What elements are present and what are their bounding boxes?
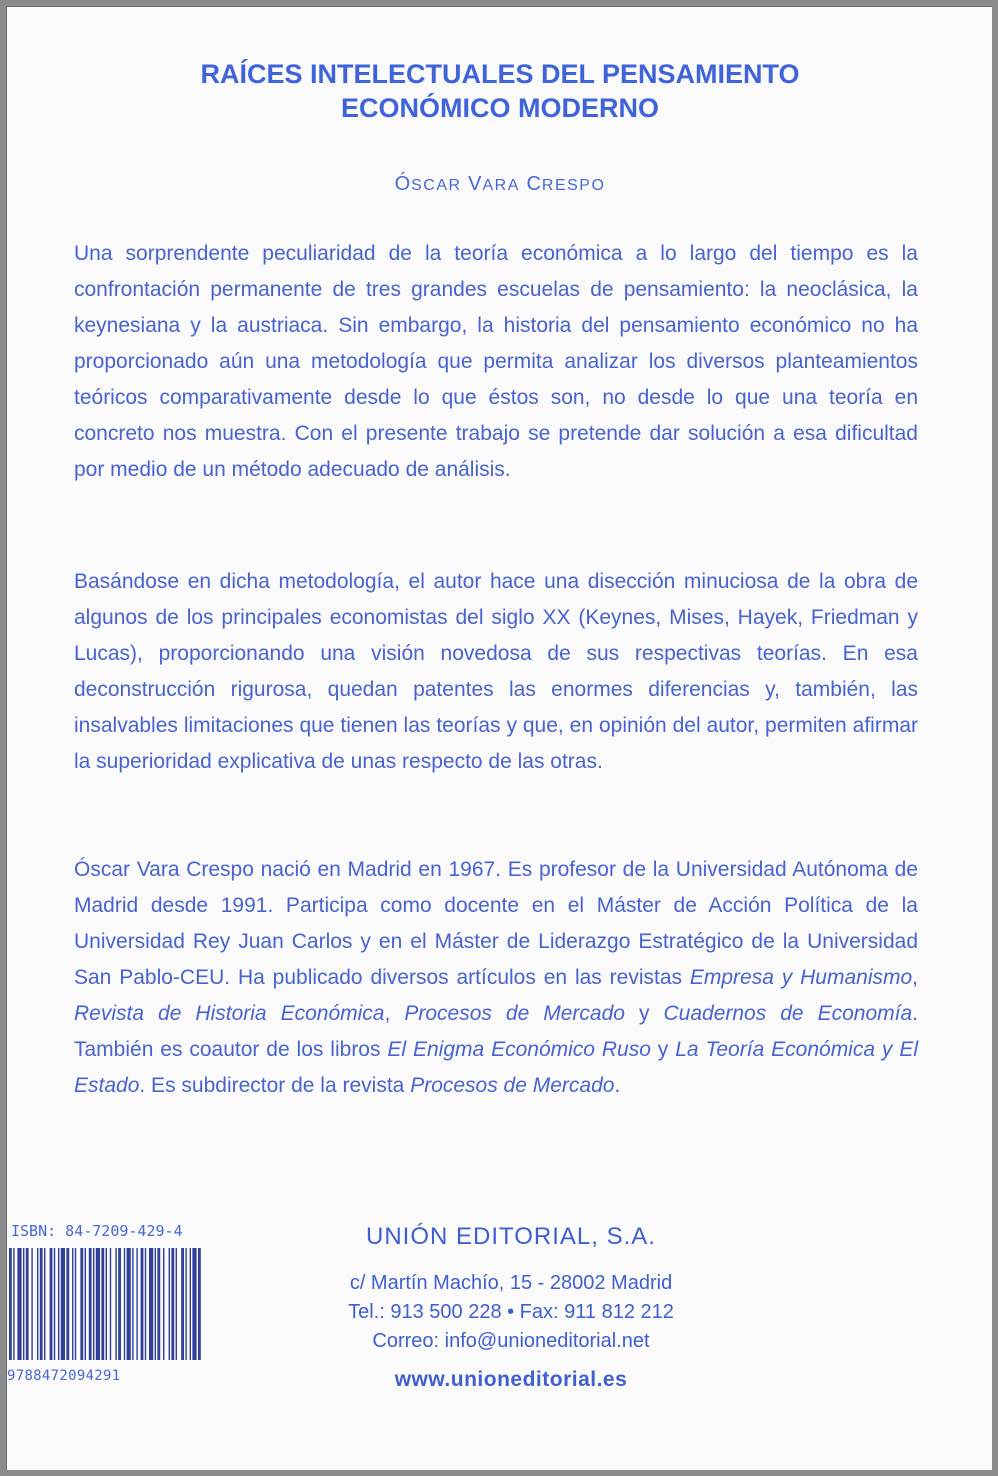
author-last-rest: RESPO xyxy=(541,177,606,194)
bio-journal-5: Procesos de Mercado xyxy=(410,1074,615,1097)
publisher-phone: Tel.: 913 500 228 • Fax: 911 812 212 xyxy=(348,1301,674,1323)
publisher-block xyxy=(279,1223,743,1392)
title-line-1: RAÍCES INTELECTUALES DEL PENSAMIENTO xyxy=(200,59,800,89)
barcode-icon xyxy=(7,1248,207,1366)
bio-sep-4: y xyxy=(650,1038,676,1061)
bio-sep-1: , xyxy=(912,966,919,989)
publisher-address: c/ Martín Machío, 15 - 28002 Madrid xyxy=(349,1272,673,1294)
bio-text-4: . xyxy=(614,1074,621,1097)
bio-sep-2: , xyxy=(384,1002,405,1025)
bio-text-1: Óscar Vara Crespo nació en Madrid en 1967. Es profesor de la Universidad Autónoma de Madrid desde 1991. Participa como docente en el Máster de Acción Política de la Universidad Rey Juan Carlos y en el Máster de Liderazgo Estratégico de la Universidad San Pablo-CEU. Ha publicado diversos artículos en las revistas xyxy=(74,858,918,989)
isbn-barcode-block xyxy=(7,1222,237,1382)
author-first-rest: SCAR xyxy=(411,177,462,194)
bio-book-1: El Enigma Económico Ruso xyxy=(387,1038,651,1061)
synopsis-paragraph-2: Basándose en dicha metodología, el autor hace una disección minuciosa de la obra de algunos de los principales economistas del siglo XX (Keynes, Mises, Hayek, Friedman y Lucas), proporcionando una visión novedosa de sus respectivas teorías. En esa deconstrucción rigurosa, quedan patentes las enormes diferencias y, también, las insalvables limitaciones que tienen las teorías y que, en opinión del autor, permiten afirmar la superioridad explicativa de unas respecto de las otras. xyxy=(74,570,918,773)
author-middle-initial: V xyxy=(468,173,483,195)
bio-text-2: . También es coautor de los libros xyxy=(74,1002,919,1061)
publisher-email: Correo: info@unioneditorial.net xyxy=(372,1330,650,1352)
barcode-digits: 9788472094291 xyxy=(7,1368,121,1384)
title-line-2: ECONÓMICO MODERNO xyxy=(340,93,659,123)
bio-journal-3: Procesos de Mercado xyxy=(404,1002,625,1025)
author-bio xyxy=(74,852,918,1104)
bio-journal-2: Revista de Historia Económica xyxy=(74,1002,385,1025)
synopsis-paragraph-1: Una sorprendente peculiaridad de la teoría económica a lo largo del tiempo es la confrontación permanente de tres grandes escuelas de pensamiento: la neoclásica, la keynesiana y la austriaca. Sin embargo, la historia del pensamiento económico no ha proporcionado aún una metodología que permita analizar los diversos planteamientos teóricos comparativamente desde lo que éstos son, no desde lo que una teoría en concreto nos muestra. Con el presente trabajo se pretende dar solución a esa dificultad por medio de un método adecuado de análisis. xyxy=(74,242,918,481)
author-last-initial: C xyxy=(526,173,542,195)
back-cover xyxy=(6,6,992,1470)
author-name xyxy=(7,173,992,196)
publisher-website: www.unioneditorial.es xyxy=(394,1368,628,1391)
bio-journal-4: Cuadernos de Economía xyxy=(663,1002,913,1025)
author-middle-rest: ARA xyxy=(482,177,520,194)
bio-sep-3: y xyxy=(624,1002,664,1025)
book-title xyxy=(7,57,992,125)
publisher-name: UNIÓN EDITORIAL, S.A. xyxy=(366,1223,656,1250)
bio-text-3: . Es subdirector de la revista xyxy=(139,1074,411,1097)
bio-journal-1: Empresa y Humanismo xyxy=(689,966,913,989)
bio-book-2: La Teoría Económica y El Estado xyxy=(74,1038,919,1097)
author-first-initial: Ó xyxy=(394,173,412,195)
isbn-label: ISBN: 84-7209-429-4 xyxy=(11,1222,183,1240)
